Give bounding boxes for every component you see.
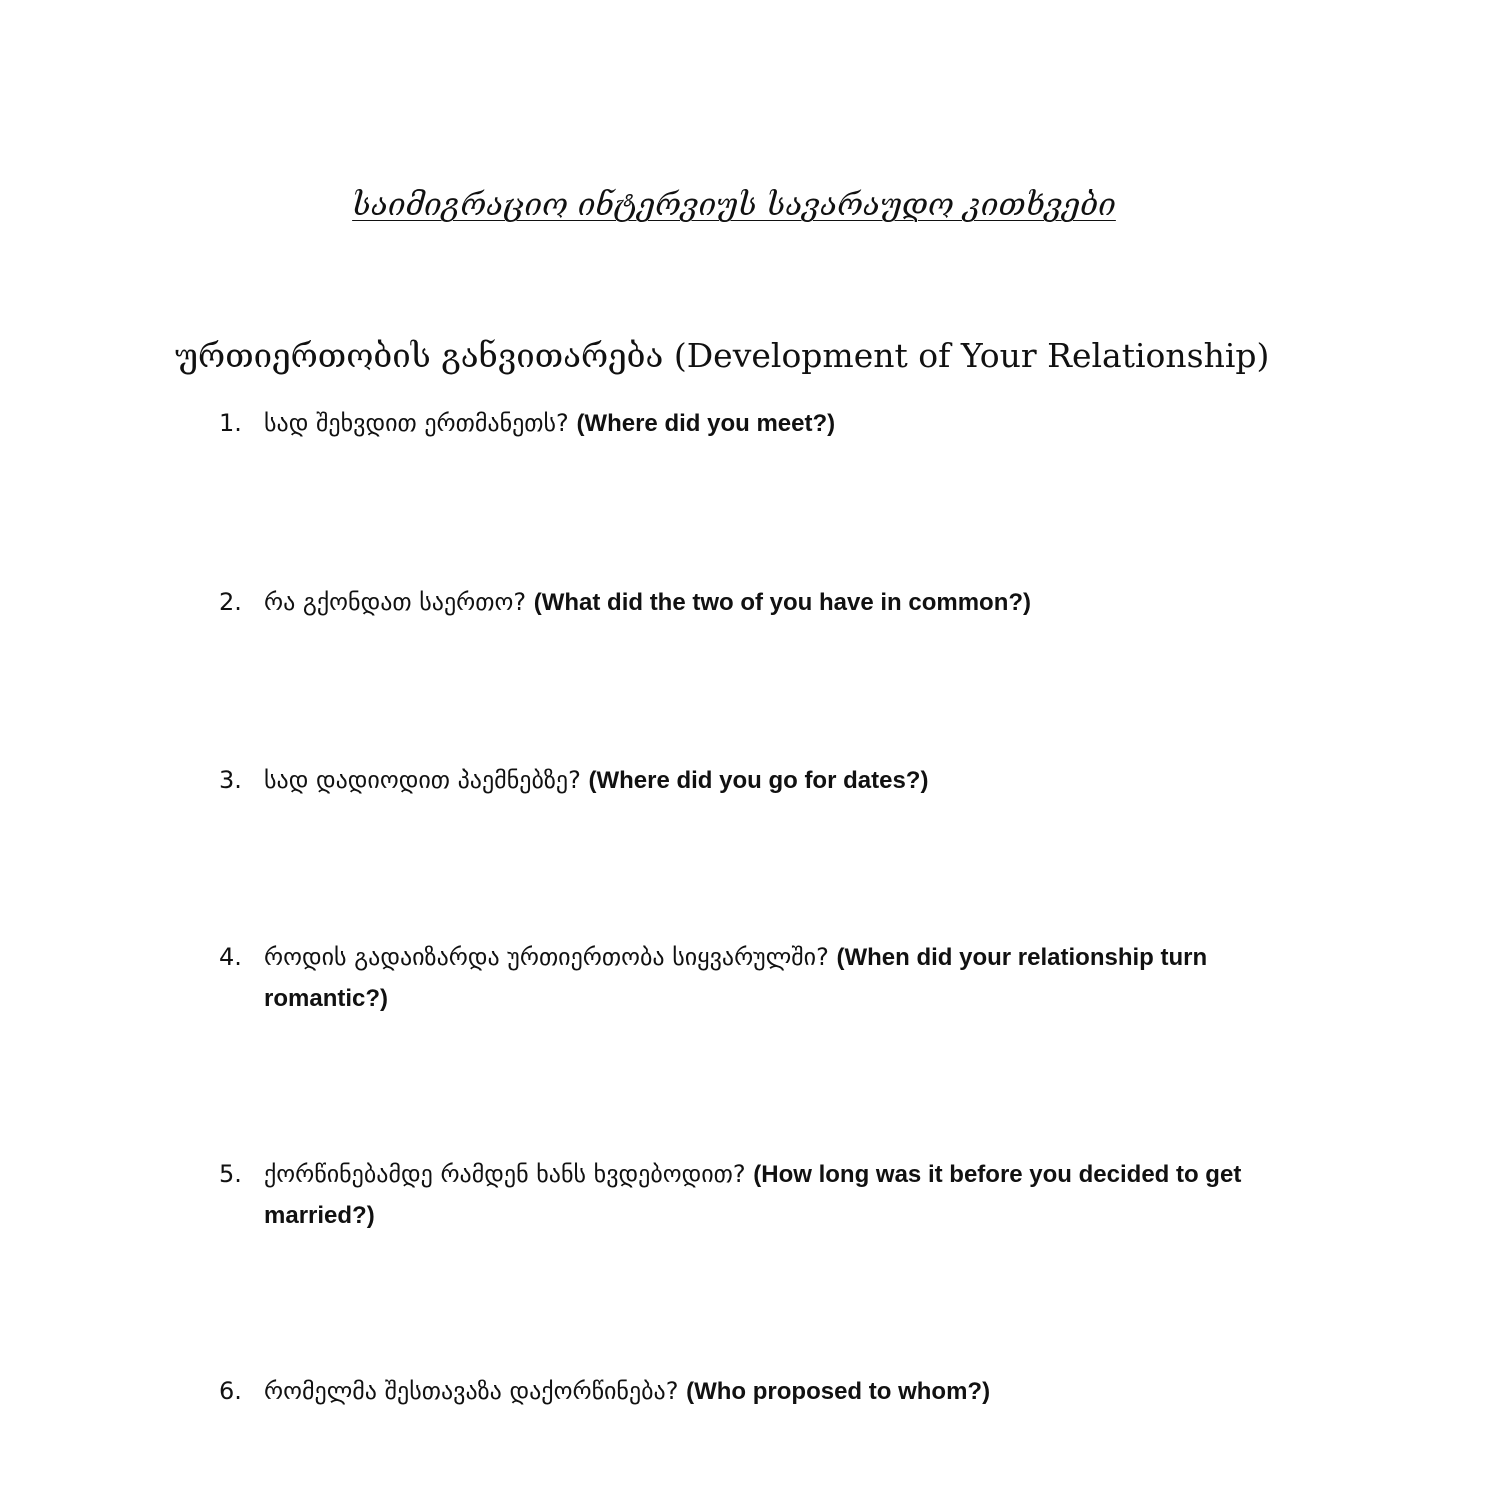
question-item bbox=[219, 403, 1329, 444]
question-number: 5. bbox=[219, 1160, 242, 1188]
question-item bbox=[219, 1371, 1329, 1412]
document-title: საიმიგრაციო ინტერვიუს სავარაუდო კითხვები bbox=[352, 187, 1116, 223]
question-text bbox=[264, 582, 1329, 623]
question-text bbox=[264, 1154, 1329, 1236]
question-georgian: სად დადიოდით პაემნებზე? bbox=[264, 766, 581, 794]
question-georgian: როდის გადაიზარდა ურთიერთობა სიყვარულში? bbox=[264, 943, 829, 971]
question-item bbox=[219, 760, 1329, 801]
question-number: 4. bbox=[219, 943, 242, 971]
question-number: 6. bbox=[219, 1377, 242, 1405]
question-item bbox=[219, 937, 1329, 1019]
question-number: 2. bbox=[219, 588, 242, 616]
question-georgian: რომელმა შესთავაზა დაქორწინება? bbox=[264, 1377, 679, 1405]
question-text bbox=[264, 760, 1329, 801]
question-english: (Where did you meet?) bbox=[576, 410, 836, 437]
question-text bbox=[264, 1371, 1329, 1412]
question-number: 1. bbox=[219, 409, 242, 437]
question-number: 3. bbox=[219, 766, 242, 794]
section-heading: ურთიერთობის განვითარება (Development of Your Relationship) bbox=[175, 336, 1270, 375]
question-georgian: სად შეხვდით ერთმანეთს? bbox=[264, 409, 569, 437]
question-english: (What did the two of you have in common?) bbox=[533, 589, 1032, 616]
question-text bbox=[264, 403, 1329, 444]
question-english: (How long was it before you decided to get married?) bbox=[264, 1161, 1242, 1229]
question-english: (Who proposed to whom?) bbox=[686, 1378, 991, 1405]
question-english: (Where did you go for dates?) bbox=[588, 767, 929, 794]
question-georgian: რა გქონდათ საერთო? bbox=[264, 588, 527, 616]
question-english: (When did your relationship turn romantic?) bbox=[264, 944, 1208, 1012]
question-item bbox=[219, 582, 1329, 623]
question-text bbox=[264, 937, 1329, 1019]
question-georgian: ქორწინებამდე რამდენ ხანს ხვდებოდით? bbox=[264, 1160, 746, 1188]
question-item bbox=[219, 1154, 1329, 1236]
